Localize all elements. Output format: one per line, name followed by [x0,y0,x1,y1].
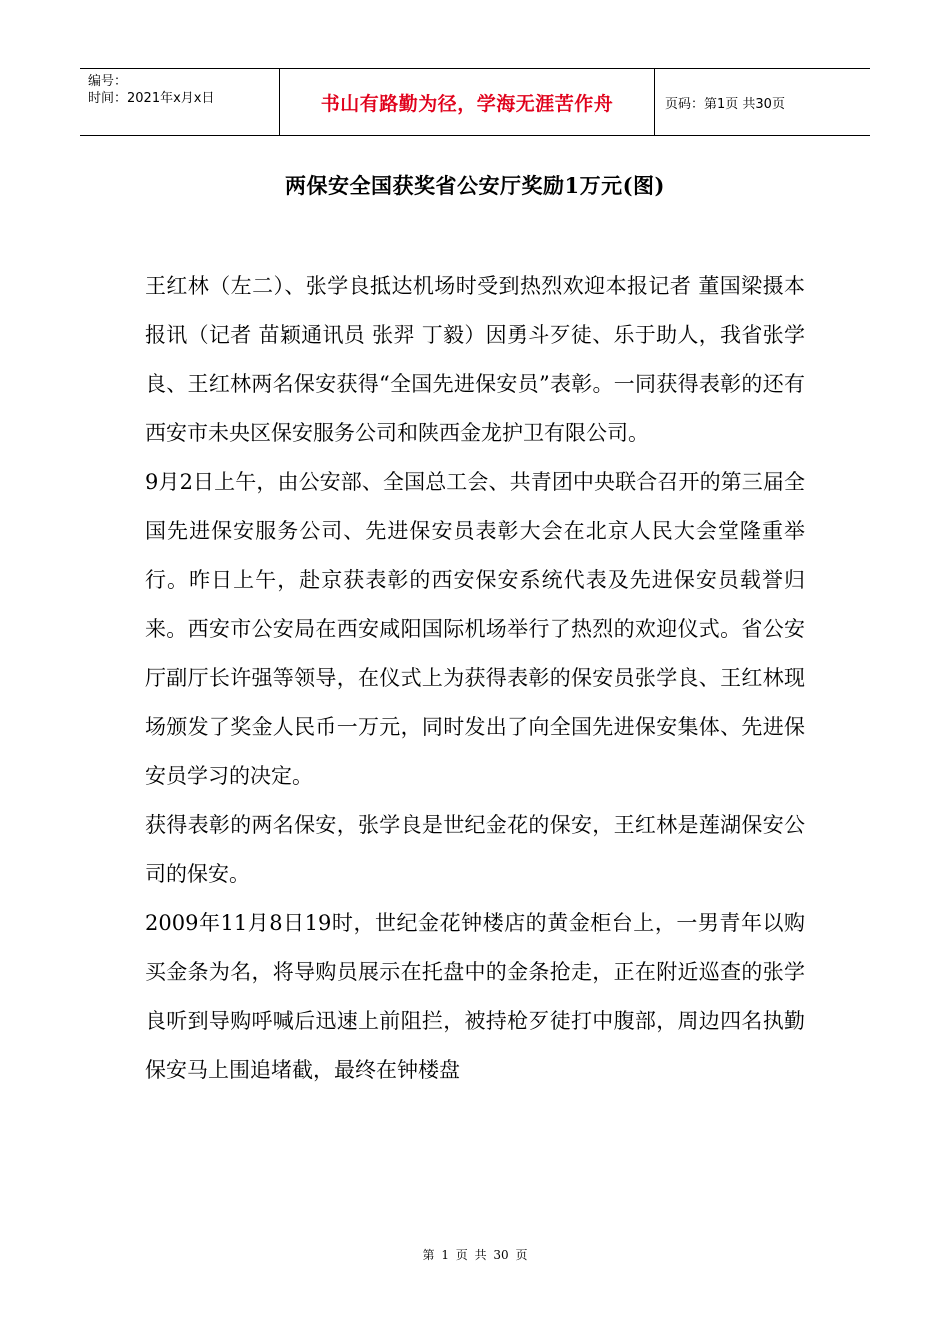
document-number-label: 编号： [88,74,128,89]
body-paragraph: 2009年11月8日19时，世纪金花钟楼店的黄金柜台上，一男青年以购买金条为名，将导购员展示在托盘中的金条抢走，正在附近巡查的张学良听到导购呼喊后迅速上前阻拦，被持枪歹徒打中腹部，周边四名执勤保安马上围追堵截，最终在钟楼盘 [145,911,805,1082]
header-motto-cell [280,69,655,135]
header-meta-cell [80,69,280,135]
body-paragraph: 获得表彰的两名保安，张学良是世纪金花的保安，王红林是莲湖保安公司的保安。 [145,813,805,886]
page-footer: 第 1 页 共 30 页 [422,1248,528,1262]
body-paragraph: 王红林（左二）、张学良抵达机场时受到热烈欢迎本报记者 董国梁摄本报讯（记者 苗颖通讯员 张羿 丁毅）因勇斗歹徒、乐于助人，我省张学良、王红林两名保安获得“全国先进保安员”表彰。一同获得表彰的还有西安市未央区保安服务公司和陕西金龙护卫有限公司。 [145,274,805,445]
header-page-cell [655,69,870,135]
document-body [145,262,805,1095]
document-title: 两保安全国获奖省公安厅奖励1万元(图) [285,173,665,198]
header-page-code: 页码：第1页 共30页 [665,96,785,112]
header-table [80,68,870,136]
header-motto: 书山有路勤为径，学海无涯苦作舟 [320,92,614,115]
body-paragraph: 9月2日上午，由公安部、全国总工会、共青团中央联合召开的第三届全国先进保安服务公司、先进保安员表彰大会在北京人民大会堂隆重举行。昨日上午，赴京获表彰的西安保安系统代表及先进保安员载誉归来。西安市公安局在西安咸阳国际机场举行了热烈的欢迎仪式。省公安厅副厅长许强等领导，在仪式上为获得表彰的保安员张学良、王红林现场颁发了奖金人民币一万元，同时发出了向全国先进保安集体、先进保安员学习的决定。 [145,470,805,788]
document-date-label: 时间：2021年x月x日 [88,91,215,106]
